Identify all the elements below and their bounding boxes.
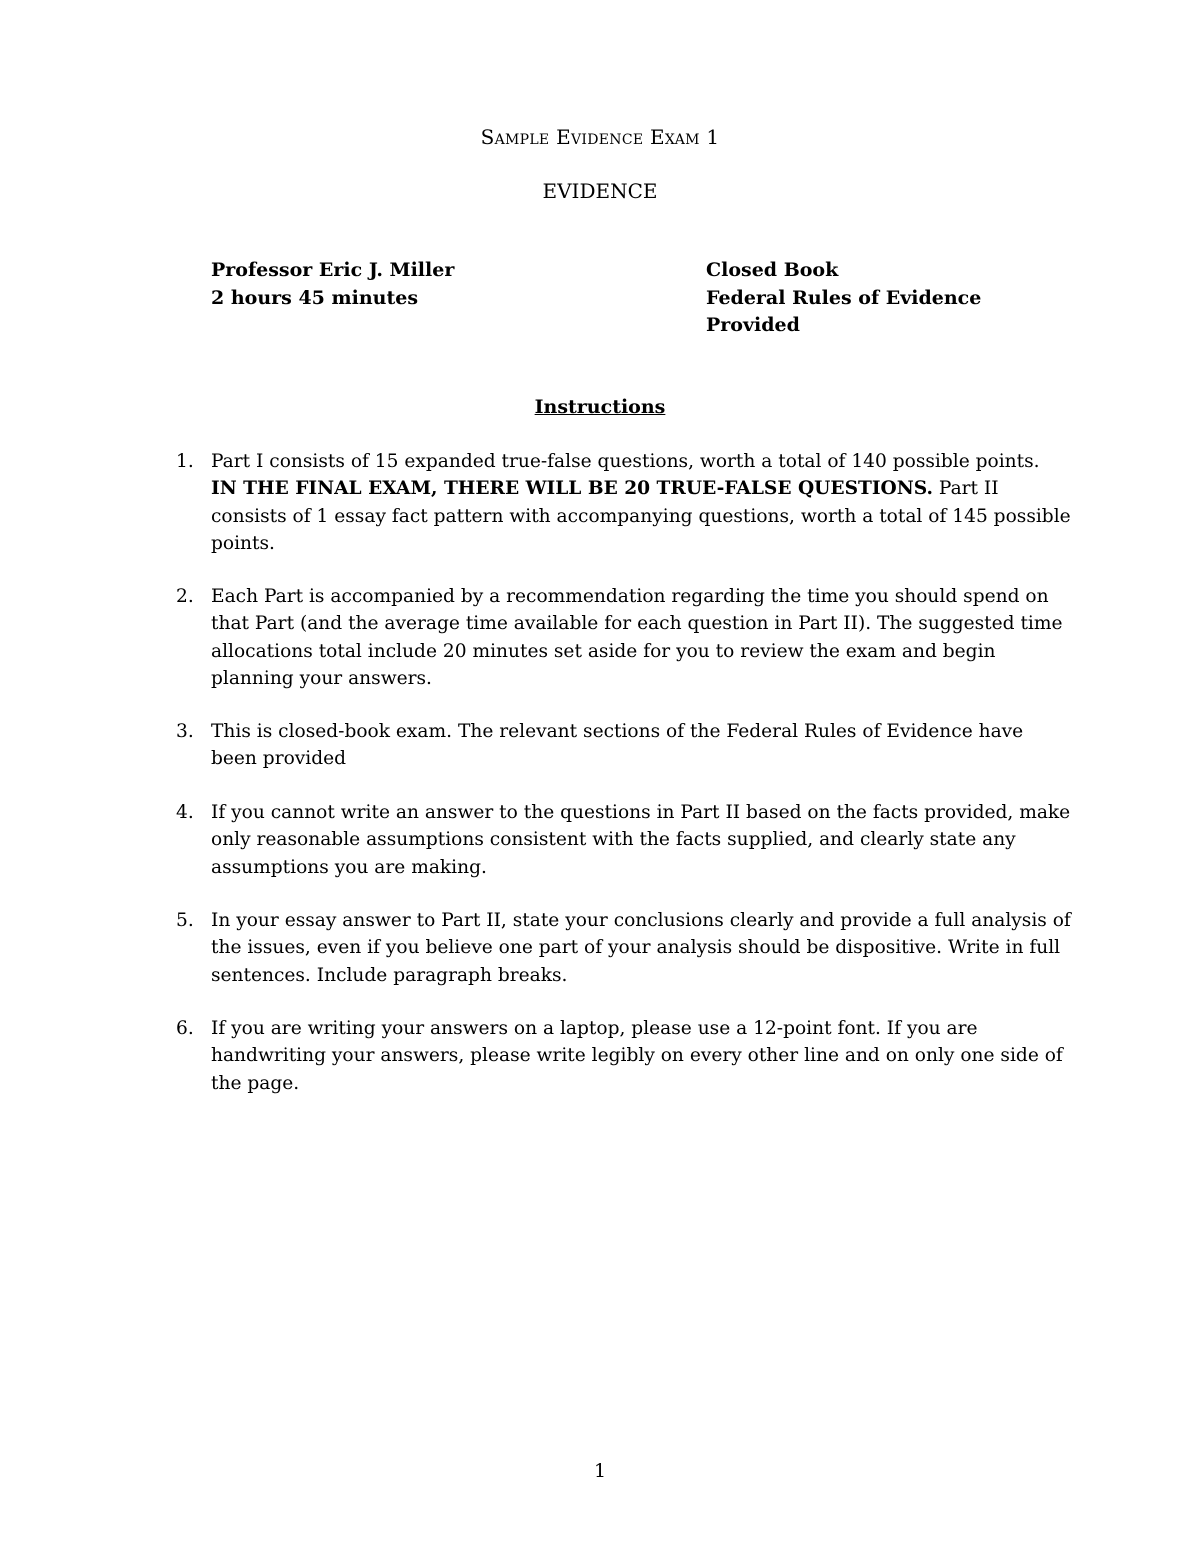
item-number: 5. [176,910,194,931]
item-text: In your essay answer to Part II, state your conclusions clearly and provide a full analysis of the issues, even if you believe one part of your analysis should be dispositive. Write in full sentences. Include paragraph breaks. [211,910,1071,986]
item-text: If you are writing your answers on a laptop, please use a 12-point font. If you are handwriting your answers, please write legibly on every other line and on only one side of the page. [211,1018,1063,1094]
item-number: 4. [176,802,194,823]
item-text: This is closed-book exam. The relevant sections of the Federal Rules of Evidence have been provided [211,721,1024,770]
materials-line-1: Federal Rules of Evidence [706,286,982,309]
item-number: 1. [176,451,194,472]
item-number: 3. [176,721,194,742]
item-number: 6. [176,1018,194,1039]
exam-info-right [706,257,1086,340]
item-text-part-a: Part I consists of 15 expanded true-false questions, worth a total of 140 possible points. [211,451,1040,472]
exam-duration: 2 hours 45 minutes [211,286,419,309]
item-text: If you cannot write an answer to the questions in Part II based on the facts provided, make only reasonable assumptions consistent with the facts supplied, and clearly state any assumptions you are making. [211,802,1071,878]
item-text [211,448,1071,557]
item-text-part-b: Part II consists of 1 essay fact pattern with accompanying questions, worth a total of 145 possible points. [211,478,1071,554]
page-number: 1 [593,1460,607,1482]
book-policy: Closed Book [706,259,839,281]
course-name: EVIDENCE [542,179,658,203]
item-number: 2. [176,586,194,607]
item-text: Each Part is accompanied by a recommendation regarding the time you should spend on that Part (and the average time available for each question in Part II). The suggested time allocations total include 20 minutes set aside for you to review the exam and begin planning your answers. [211,586,1063,689]
instructions-heading: Instructions [534,396,666,418]
materials-line-2: Provided [706,314,800,336]
item-text-bold: IN THE FINAL EXAM, THERE WILL BE 20 TRUE-FALSE QUESTIONS. [211,478,933,500]
exam-info-left [211,257,651,312]
document-title: Sample Evidence Exam 1 [480,125,720,149]
professor-name: Professor Eric J. Miller [211,259,455,281]
